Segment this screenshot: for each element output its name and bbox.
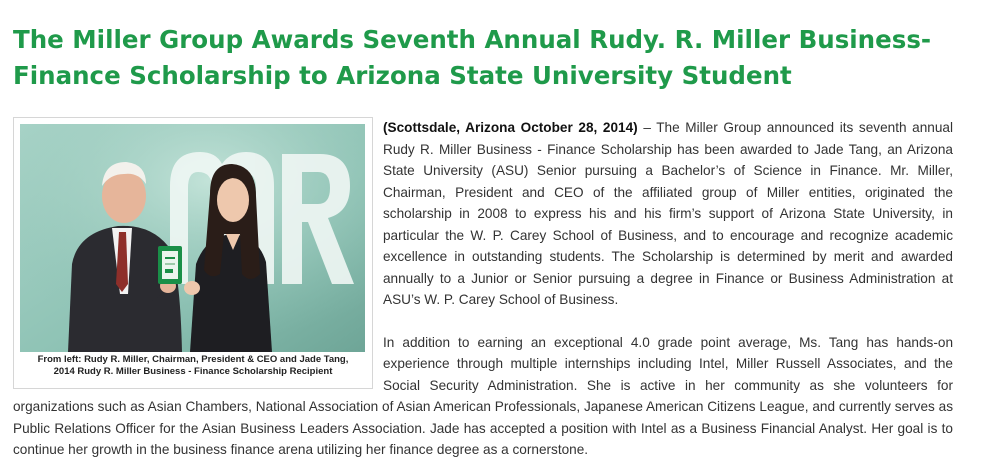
caption-line: From left: Rudy R. Miller, Chairman, President & CEO and Jade Tang, <box>37 354 349 365</box>
caption-line: 2014 Rudy R. Miller Business - Finance Scholarship Recipient <box>53 366 333 377</box>
article-body <box>13 117 953 461</box>
paragraph-1-text: – The Miller Group announced its seventh annual Rudy R. Miller Business - Finance Scholarship has been awarded to Jade Tang, an Arizona State University (ASU) Senior pursuing a Bachelor’s of Science in Finance. Mr. Miller, Chairman, President and CEO of the affiliated group of Miller entities, originated the scholarship in 2008 to express his and his firm’s support of Arizona State University, in particular the W. P. Carey School of Business, and to encourage and recognize academic excellence in outstanding students. The Scholarship is determined by merit and awarded annually to a Junior or Senior pursuing a degree in Finance or Business Administration at ASU’s W. P. Carey School of Business. <box>383 120 953 307</box>
dateline: (Scottsdale, Arizona October 28, 2014) <box>383 120 638 135</box>
figure-spacer <box>13 117 383 391</box>
paragraph-2: In addition to earning an exceptional 4.0 grade point average, Ms. Tang has hands-on experience through multiple internships including Intel, Miller Russell Associates, and the Social Security Administration. She is active in her community as she volunteers for organizations such as Asian Chambers, National Association of Asian American Professionals, Japanese American Citizens League, and currently serves as Public Relations Officer for the Asian Business Leaders Association. Jade has accepted a position with Intel as a Business Financial Analyst. Her goal is to continue her growth in the business finance arena utilizing her finance degree as a cornerstone. <box>13 334 953 457</box>
article-title: The Miller Group Awards Seventh Annual Rudy. R. Miller Business-Finance Scholarship to Arizona State University Student <box>13 25 932 90</box>
